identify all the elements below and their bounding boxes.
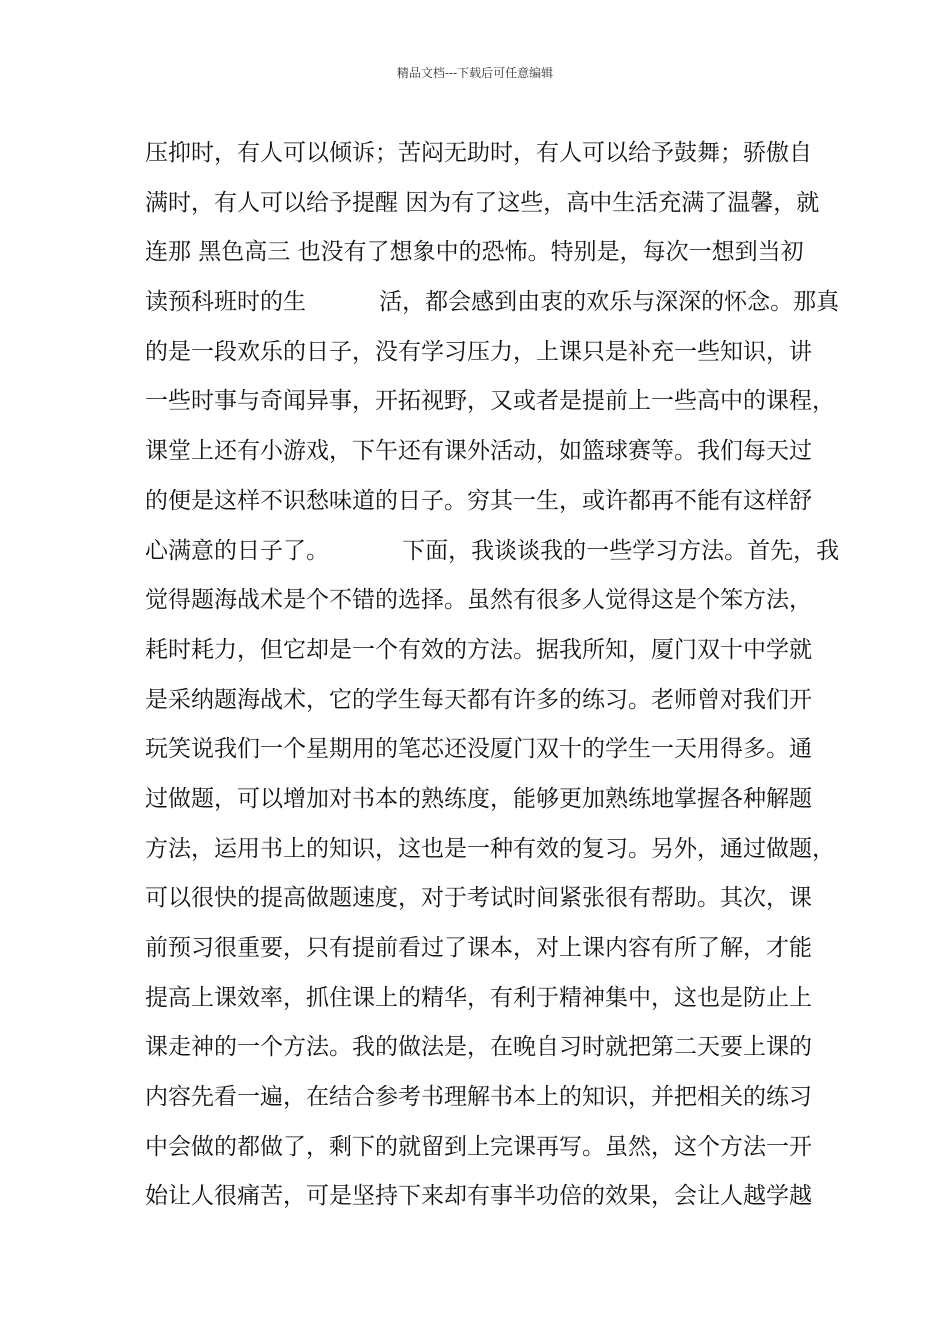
page-header: 精品文档---下载后可任意编辑 bbox=[396, 66, 554, 80]
text-line: 读预科班时的生 活，都会感到由衷的欢乐与深深的怀念。那真 bbox=[145, 289, 840, 316]
text-line: 满时，有人可以给予提醒 因为有了这些，高中生活充满了温馨，就 bbox=[145, 189, 820, 216]
text-line: 中会做的都做了，剩下的就留到上完课再写。虽然，这个方法一开 bbox=[145, 1133, 812, 1160]
text-line: 压抑时，有人可以倾诉；苦闷无助时，有人可以给予鼓舞；骄傲自 bbox=[145, 140, 812, 166]
text-line: 一些时事与奇闻异事，开拓视野，又或者是提前上一些高中的课程， bbox=[145, 388, 835, 415]
text-line: 方法，运用书上的知识，这也是一种有效的复习。另外，通过做题， bbox=[145, 835, 835, 862]
text-line: 连那 黑色高三 也没有了想象中的恐怖。特别是，每次一想到当初 bbox=[145, 239, 804, 266]
body-text bbox=[145, 133, 840, 1226]
text-line: 过做题，可以增加对书本的熟练度，能够更加熟练地掌握各种解题 bbox=[145, 785, 812, 812]
text-line: 课堂上还有小游戏，下午还有课外活动，如篮球赛等。我们每天过 bbox=[145, 438, 812, 465]
text-line: 是采纳题海战术，它的学生每天都有许多的练习。老师曾对我们开 bbox=[145, 686, 812, 713]
text-line: 内容先看一遍，在结合参考书理解书本上的知识，并把相关的练习 bbox=[145, 1084, 812, 1111]
text-line: 的是一段欢乐的日子，没有学习压力，上课只是补充一些知识，讲 bbox=[145, 338, 812, 365]
text-line: 可以很快的提高做题速度，对于考试时间紧张很有帮助。其次，课 bbox=[145, 885, 812, 912]
text-line: 心满意的日子了。 下面，我谈谈我的一些学习方法。首先，我 bbox=[145, 537, 840, 564]
text-line: 觉得题海战术是个不错的选择。虽然有很多人觉得这是个笨方法， bbox=[145, 587, 812, 614]
text-line: 提高上课效率，抓住课上的精华，有利于精神集中，这也是防止上 bbox=[145, 984, 812, 1011]
text-line: 前预习很重要，只有提前看过了课本，对上课内容有所了解，才能 bbox=[145, 935, 812, 961]
text-line: 的便是这样不识愁味道的日子。穷其一生，或许都再不能有这样舒 bbox=[145, 487, 812, 514]
text-line: 玩笑说我们一个星期用的笔芯还没厦门双十的学生一天用得多。通 bbox=[145, 736, 812, 763]
text-line: 课走神的一个方法。我的做法是，在晚自习时就把第二天要上课的 bbox=[145, 1034, 812, 1061]
text-line: 始让人很痛苦，可是坚持下来却有事半功倍的效果，会让人越学越 bbox=[145, 1183, 812, 1210]
text-line: 耗时耗力，但它却是一个有效的方法。据我所知，厦门双十中学就 bbox=[145, 636, 812, 663]
